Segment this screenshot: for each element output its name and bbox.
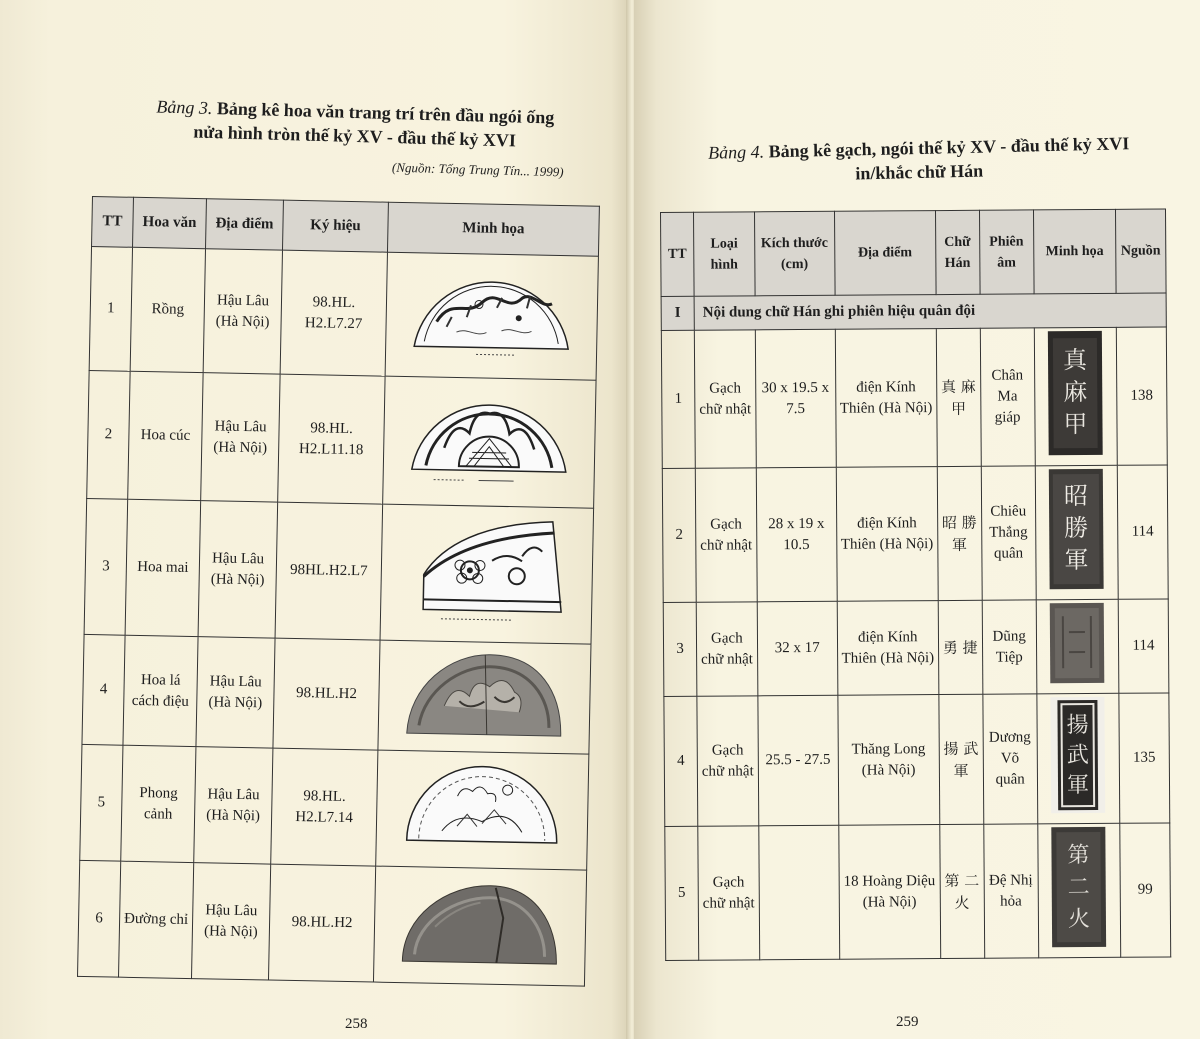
row-tt: 2 [662,468,696,602]
row-tt: 1 [89,247,132,372]
table-header-row [661,209,1167,297]
plain-line-tile-icon [394,876,566,969]
table-row [84,498,594,644]
row-location: Hậu Lâu (Hà Nội) [194,747,273,864]
row-size [759,825,840,960]
table-3 [77,196,600,987]
table-row [663,599,1169,697]
row-pattern: Rồng [130,247,205,372]
row-hanzi: 真 麻 甲 [936,328,981,466]
row-reading: Đệ Nhị hỏa [983,824,1038,958]
dragon-tile-drawing [385,252,598,380]
row-hanzi: 揚 武 軍 [939,694,984,824]
section-number: I [661,296,694,330]
table-row [89,247,598,381]
row-tt: 4 [664,696,698,826]
brick-rubbing-chan-ma-giap [1034,327,1117,466]
row-reading: Dũng Tiệp [982,600,1037,694]
row-code: 98.HL. H2.L7.27 [280,250,387,376]
table-row [665,823,1171,961]
header-location: Địa điểm [834,211,936,296]
row-location: điện Kính Thiên (Hà Nội) [836,467,938,602]
row-tt: 3 [84,498,128,635]
header-illustration: Minh họa [387,202,599,256]
row-source: 99 [1120,823,1171,957]
header-reading: Phiên âm [979,210,1034,294]
header-tt: TT [661,212,695,296]
chrysanthemum-tile-drawing [383,376,596,508]
brick-rubbing-icon [1048,468,1105,590]
brick-rubbing-chieu-thang-quan [1035,465,1118,600]
svg-text:揚: 揚 [1066,713,1090,739]
row-tt: 4 [82,634,125,745]
header-tt: TT [92,197,134,248]
brick-rubbing-icon [1047,330,1104,456]
row-source: 135 [1119,693,1170,823]
caption-line1: Bảng kê hoa văn trang trí trên đầu ngói ống [216,98,555,128]
row-location: 18 Hoàng Diệu (Hà Nội) [838,825,940,960]
row-tt: 5 [665,826,699,960]
table-row [87,370,596,508]
apricot-flower-tile-icon [401,514,573,627]
svg-text:勝: 勝 [1064,514,1089,543]
row-tt: 6 [78,860,121,977]
header-illustration: Minh họa [1033,209,1116,294]
table-row [661,327,1167,469]
row-location: Thăng Long (Hà Nội) [838,695,940,826]
page-number-right: 259 [896,1014,919,1030]
row-location: Hậu Lâu (Hà Nội) [198,501,278,638]
row-pattern: Hoa lá cách điệu [123,635,198,746]
row-tt: 1 [661,330,695,468]
landscape-tile-icon [397,760,569,853]
caption-line1: Bảng kê gạch, ngói thế kỷ XV - đầu thế kỷ XVI [768,133,1130,162]
header-source: Nguồn [1115,209,1166,293]
row-location: Hậu Lâu (Hà Nội) [196,637,275,748]
row-size: 28 x 19 x 10.5 [756,467,837,602]
row-pattern: Phong cảnh [121,745,196,862]
brick-rubbing-de-nhi-hoa [1038,823,1121,958]
row-code: 98.HL.H2 [268,864,375,982]
table-3-source: (Nguồn: Tống Trung Tín... 1999) [391,159,564,180]
row-pattern: Hoa cúc [128,371,203,500]
brick-rubbing-dung-tiep [1036,599,1119,694]
row-code: 98.HL.H2 [273,638,380,750]
svg-text:麻: 麻 [1063,378,1088,407]
row-reading: Chiêu Thắng quân [981,466,1036,600]
row-tt: 2 [87,370,130,499]
caption-label: Bảng 3. [156,96,213,119]
header-hanzi: Chữ Hán [935,210,979,294]
row-type: Gạch chữ nhật [698,826,760,960]
chrysanthemum-tile-icon [403,387,575,490]
row-code: 98.HL. H2.L7.14 [271,748,378,866]
row-hanzi: 昭 勝 軍 [937,466,982,600]
row-tt: 3 [663,602,697,696]
row-type: Gạch chữ nhật [694,330,756,468]
svg-text:昭: 昭 [1064,482,1089,511]
header-pattern: Hoa văn [133,197,207,248]
row-source: 114 [1118,599,1169,693]
row-location: Hậu Lâu (Hà Nội) [201,373,280,502]
section-title: Nội dung chữ Hán ghi phiên hiệu quân đội [694,293,1166,330]
brick-rubbing-icon [1050,696,1107,814]
row-hanzi: 勇 捷 [938,600,982,694]
table-row [78,860,587,986]
svg-text:軍: 軍 [1067,773,1090,799]
table-4-caption [674,130,1165,189]
row-location: điện Kính Thiên (Hà Nội) [835,329,937,468]
section-row [661,293,1166,331]
landscape-tile-drawing [376,750,589,870]
caption-line2: nửa hình tròn thế kỷ XV - đầu thế kỷ XVI [193,121,517,151]
row-location: điện Kính Thiên (Hà Nội) [837,601,939,696]
row-type: Gạch chữ nhật [695,468,757,602]
row-pattern: Đường chỉ [119,861,194,978]
row-tt: 5 [80,744,123,861]
row-size: 30 x 19.5 x 7.5 [755,329,836,468]
svg-text:火: 火 [1068,907,1091,933]
table-row [664,693,1170,827]
row-location: Hậu Lâu (Hà Nội) [191,863,270,980]
row-size: 32 x 17 [757,601,838,696]
row-hanzi: 第 二 火 [940,824,985,958]
row-type: Gạch chữ nhật [697,696,759,826]
stylized-leaf-tile-icon [399,645,571,743]
row-reading: Dương Võ quân [982,694,1037,824]
row-reading: Chân Ma giáp [980,328,1035,466]
svg-text:第: 第 [1067,843,1090,869]
header-code: Ký hiệu [282,200,388,252]
plain-line-tile-photo [373,866,586,986]
svg-text:真: 真 [1063,346,1088,375]
dragon-tile-icon [406,261,578,364]
stylized-leaf-tile-photo [378,640,591,754]
row-location: Hậu Lâu (Hà Nội) [203,249,282,374]
brick-rubbing-icon [1051,826,1108,948]
row-source: 138 [1116,327,1167,465]
caption-line2: in/khắc chữ Hán [855,160,984,184]
table-4 [660,208,1171,961]
header-type: Loại hình [694,212,755,296]
row-pattern: Hoa mai [125,499,201,636]
right-page [634,0,1200,1039]
apricot-flower-tile-drawing [380,504,594,644]
page-number-left: 258 [345,1016,368,1032]
brick-rubbing-duong-vo-quan [1037,693,1120,824]
svg-text:軍: 軍 [1064,546,1089,575]
table-row [662,465,1168,603]
row-source: 114 [1117,465,1168,599]
svg-text:武: 武 [1067,743,1090,769]
svg-text:二: 二 [1067,875,1091,901]
svg-text:甲: 甲 [1063,410,1088,439]
row-code: 98HL.H2.L7 [275,502,383,640]
caption-label: Bảng 4. [707,141,765,163]
table-3-caption [119,93,590,154]
table-row [82,634,591,754]
row-code: 98.HL. H2.L11.18 [278,374,385,504]
row-type: Gạch chữ nhật [696,602,757,696]
row-size: 25.5 - 27.5 [758,695,839,826]
brick-rubbing-icon [1049,602,1106,684]
table-row [80,744,589,870]
header-size: Kích thước (cm) [754,211,834,296]
header-location: Địa điểm [206,199,284,250]
